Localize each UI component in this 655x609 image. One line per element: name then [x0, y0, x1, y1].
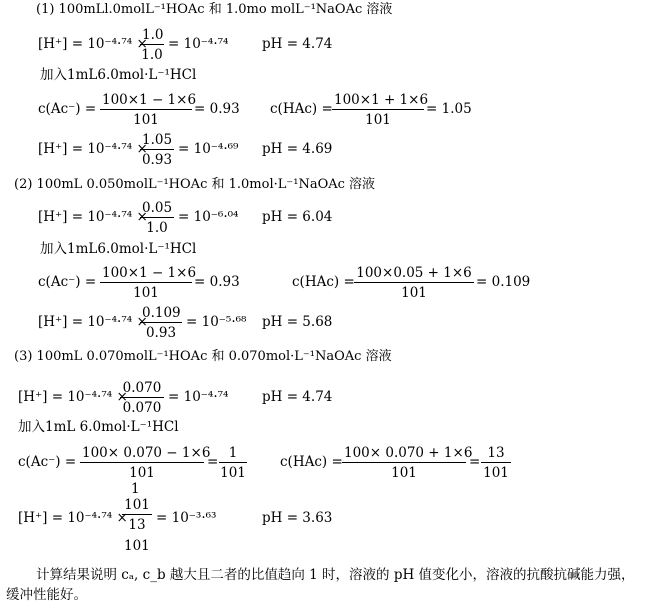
s3-add-hcl: 加入1mL 6.0mol·L⁻¹HCl [18, 419, 179, 435]
s2-add-hcl: 加入1mL6.0mol·L⁻¹HCl [40, 241, 197, 257]
s1-h1-left: [H⁺] = 10⁻⁴·⁷⁴ × [38, 36, 148, 52]
s3-chac-fraction-simplified [481, 445, 511, 481]
s1-h2-numerator: 1.05 [142, 132, 173, 148]
s1-chac-right: = 1.05 [426, 101, 472, 117]
s3-chac-denominator: 101 [391, 465, 417, 481]
s3-cac-left: c(Ac⁻) = [18, 454, 77, 470]
s3-h2-left: [H⁺] = 10⁻⁴·⁷⁴ × [18, 510, 128, 526]
s2-ph2: pH = 5.68 [262, 314, 333, 330]
s2-cac-numerator: 100×1 − 1×6 [102, 265, 197, 281]
s3-cac-numerator-simplified: 1 [219, 445, 247, 463]
s2-h1-right: = 10⁻⁶·⁰⁴ [178, 209, 239, 225]
s1-h1-right: = 10⁻⁴·⁷⁴ [168, 36, 229, 52]
s1-cac-denominator: 101 [133, 112, 159, 128]
s3-h1-numerator: 0.070 [120, 380, 164, 398]
s3-h1-right: = 10⁻⁴·⁷⁴ [168, 389, 229, 405]
s2-h2-left: [H⁺] = 10⁻⁴·⁷⁴ × [38, 314, 148, 330]
s1-h2-right: = 10⁻⁴·⁶⁹ [178, 141, 239, 157]
s1-chac-fraction [332, 92, 429, 128]
s1-chac-denominator: 101 [365, 112, 391, 128]
s3-cac-equals: = [207, 454, 219, 470]
s2-h1-left: [H⁺] = 10⁻⁴·⁷⁴ × [38, 209, 148, 225]
s2-chac-denominator: 101 [401, 285, 427, 301]
s3-chac-numerator-simplified: 13 [481, 445, 511, 463]
s2-chac-right: = 0.109 [476, 274, 531, 290]
s1-cac-numerator: 100×1 − 1×6 [102, 92, 197, 108]
section-3-header: (3) 100mL 0.070molL⁻¹HOAc 和 0.070mol·L⁻¹NaOAc 溶液 [14, 349, 392, 364]
s1-ph1: pH = 4.74 [262, 36, 333, 52]
s3-chac-left: c(HAc) = [280, 454, 343, 470]
s2-cac-right: = 0.93 [194, 274, 240, 290]
s2-cac-fraction [100, 265, 197, 301]
s2-chac-left: c(HAc) = [292, 274, 355, 290]
s3-h1-left: [H⁺] = 10⁻⁴·⁷⁴ × [18, 389, 128, 405]
s1-h1-numerator: 1.0 [142, 27, 164, 43]
s3-chac-equals: = [469, 454, 481, 470]
s2-chac-fraction [354, 265, 474, 301]
s3-h2-compound-fraction [122, 497, 152, 533]
s3-cac-denominator: 101 [129, 465, 155, 481]
s2-cac-left: c(Ac⁻) = [38, 274, 97, 290]
s1-add-hcl: 加入1mL6.0mol·L⁻¹HCl [40, 67, 197, 83]
s3-h1-fraction [120, 380, 164, 416]
s1-h1-denominator: 1.0 [141, 47, 163, 63]
s2-ph1: pH = 6.04 [262, 209, 333, 225]
section-1-header: (1) 100mLl.0molL⁻¹HOAc 和 1.0mo molL⁻¹NaOAc 溶液 [36, 2, 393, 17]
s2-h2-denominator: 0.93 [145, 325, 177, 341]
s3-h2-right: = 10⁻³·⁶³ [156, 510, 217, 526]
s2-h2-numerator: 0.109 [142, 305, 181, 321]
s3-chac-denominator-simplified: 101 [483, 465, 509, 481]
s1-cac-right: = 0.93 [194, 101, 240, 117]
section-2-header: (2) 100mL 0.050molL⁻¹HOAc 和 1.0mol·L⁻¹NaOAc 溶液 [14, 177, 376, 192]
s1-chac-numerator: 100×1 + 1×6 [334, 92, 429, 108]
s2-h1-denominator: 1.0 [146, 220, 168, 236]
s1-cac-left: c(Ac⁻) = [38, 101, 97, 117]
s3-h2-den-top: 13 [128, 517, 146, 533]
s3-cac-fraction-simplified [219, 445, 247, 481]
s2-cac-denominator: 101 [133, 285, 159, 301]
s3-ph2: pH = 3.63 [262, 510, 333, 526]
s3-cac-denominator-simplified: 101 [220, 465, 246, 481]
s3-ph1: pH = 4.74 [262, 389, 333, 405]
s3-h2-den-bottom: 101 [124, 538, 150, 554]
s3-cac-numerator: 100× 0.070 − 1×6 [82, 445, 211, 461]
s3-h2-num-top: 1 [131, 481, 140, 497]
s1-cac-fraction [100, 92, 197, 128]
conclusion-line-2: 缓冲性能好。 [6, 587, 87, 603]
s1-chac-left: c(HAc) = [270, 101, 333, 117]
s1-ph2: pH = 4.69 [262, 141, 333, 157]
s1-h2-left: [H⁺] = 10⁻⁴·⁷⁴ × [38, 141, 148, 157]
s1-h2-fraction [140, 132, 174, 168]
s1-h2-denominator: 0.93 [141, 152, 173, 168]
s2-h2-fraction [140, 305, 182, 341]
conclusion-line-1: 计算结果说明 cₐ, c_b 越大且二者的比值趋向 1 时，溶液的 pH 值变化小，溶液的抗酸抗碱能力强， [36, 567, 635, 583]
s2-h1-numerator: 0.05 [142, 200, 173, 216]
s3-cac-fraction [80, 445, 211, 481]
s2-chac-numerator: 100×0.05 + 1×6 [354, 265, 474, 283]
s3-h2-num-bottom: 101 [122, 497, 152, 515]
s3-chac-fraction [342, 445, 473, 481]
s2-h2-right: = 10⁻⁵·⁶⁸ [186, 314, 247, 330]
s3-chac-numerator: 100× 0.070 + 1×6 [344, 445, 473, 461]
s2-h1-fraction [140, 200, 174, 236]
s1-h1-fraction [140, 27, 164, 63]
s3-h1-denominator: 0.070 [122, 400, 162, 416]
